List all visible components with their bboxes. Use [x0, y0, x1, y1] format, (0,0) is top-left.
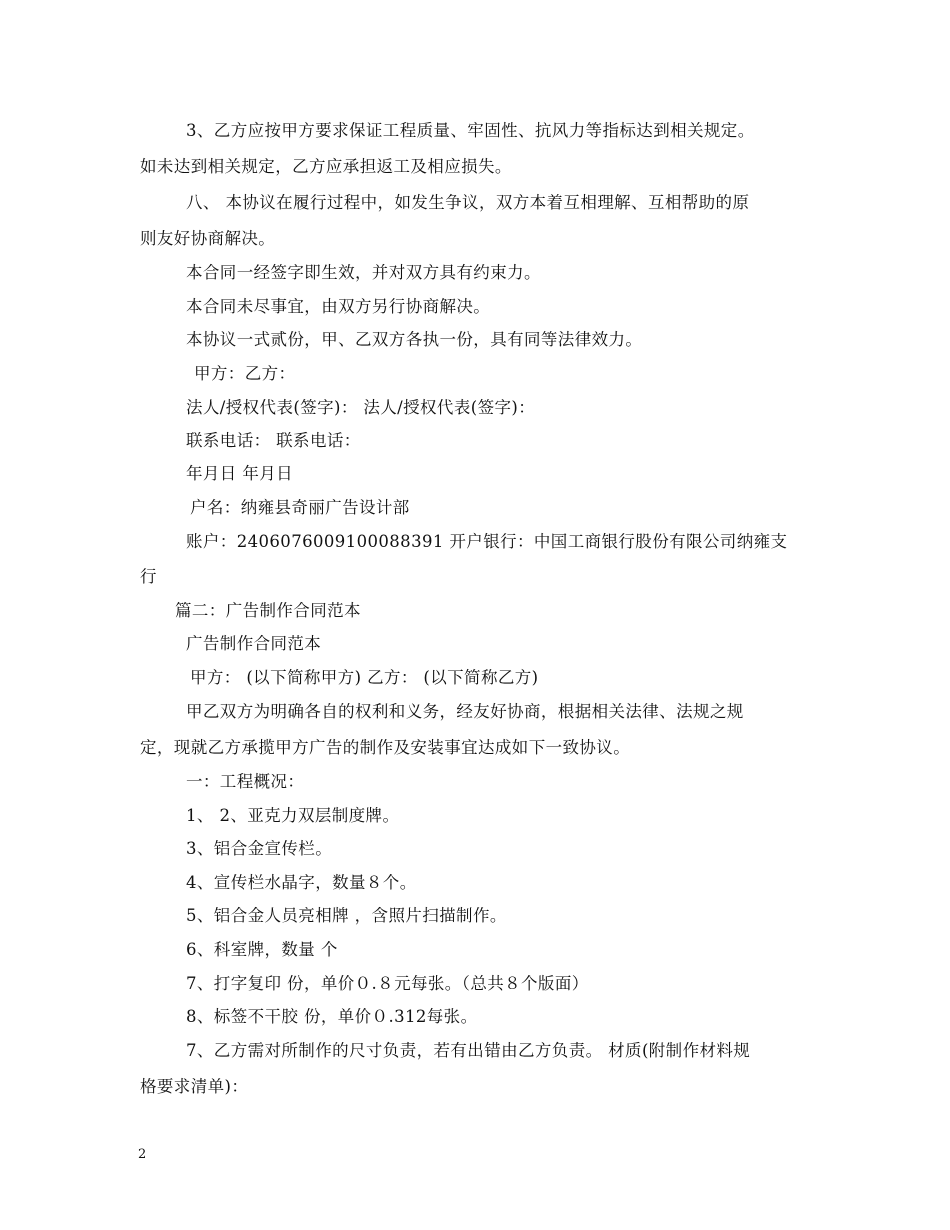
account-number-line: 账户：2406076009100088391 开户银行：中国工商银行股份有限公司纳雍支 [186, 532, 788, 551]
item-8-labels: 8、标签不干胶 份，单价０.312每张。 [186, 1007, 478, 1026]
item-1-2: 1、 2、亚克力双层制度牌。 [186, 806, 400, 825]
legal-rep-signature-line: 法人/授权代表(签字)： 法人/授权代表(签字)： [186, 398, 536, 417]
item-7-printing: 7、打字复印 份，单价０.８元每张。（总共８个版面） [186, 974, 589, 993]
item-5: 5、铝合金人员亮相牌 ，含照片扫描制作。 [186, 906, 507, 925]
item-3: 3、铝合金宣传栏。 [186, 839, 333, 858]
parties-abbreviation-line: 甲方： (以下简称甲方) 乙方： (以下简称乙方) [190, 668, 539, 687]
date-line: 年月日 年月日 [186, 464, 294, 483]
unresolved-matters-clause: 本合同未尽事宜，由双方另行协商解决。 [186, 297, 491, 316]
preamble-line-2: 定，现就乙方承揽甲方广告的制作及安装事宜达成如下一致协议。 [140, 738, 631, 757]
contact-phone-line: 联系电话： 联系电话： [186, 431, 361, 450]
section-2-heading: 篇二：广告制作合同范本 [175, 601, 361, 620]
account-name-line: 户名：纳雍县奇丽广告设计部 [190, 498, 410, 517]
clause-3-line-1: 3、乙方应按甲方要求保证工程质量、牢固性、抗风力等指标达到相关规定。 [186, 121, 755, 140]
item-6: 6、科室牌，数量 个 [186, 940, 338, 959]
project-overview-heading: 一：工程概况： [186, 772, 305, 791]
clause-8-line-2: 则友好协商解决。 [140, 229, 276, 248]
item-7-responsibility-line-2: 格要求清单)： [140, 1077, 249, 1096]
clause-3-line-2: 如未达到相关规定，乙方应承担返工及相应损失。 [140, 157, 512, 176]
parties-line: 甲方：乙方： [194, 364, 296, 383]
account-number-line-wrap: 行 [140, 567, 157, 586]
effective-clause: 本合同一经签字即生效，并对双方具有约束力。 [186, 263, 541, 282]
contract-title: 广告制作合同范本 [186, 634, 322, 653]
copies-clause: 本协议一式贰份，甲、乙双方各执一份，具有同等法律效力。 [186, 330, 643, 349]
page-number: 2 [138, 1147, 147, 1162]
item-7-responsibility-line-1: 7、乙方需对所制作的尺寸负责，若有出错由乙方负责。 材质(附制作材料规 [186, 1041, 751, 1060]
item-4: 4、宣传栏水晶字，数量８个。 [186, 873, 417, 892]
preamble-line-1: 甲乙双方为明确各自的权利和义务，经友好协商，根据相关法律、法规之规 [186, 702, 744, 721]
clause-8-line-1: 八、 本协议在履行过程中，如发生争议，双方本着互相理解、互相帮助的原 [186, 193, 750, 212]
